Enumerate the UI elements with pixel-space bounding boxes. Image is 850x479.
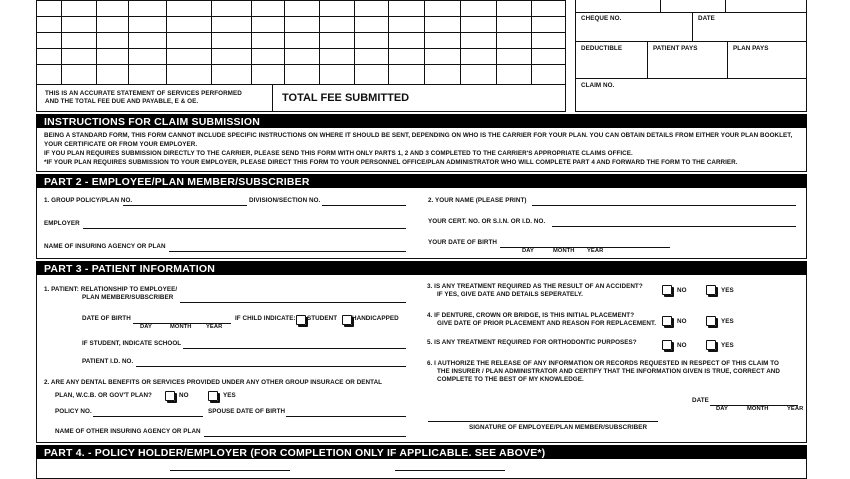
- q5-no-checkbox[interactable]: [662, 339, 673, 350]
- q5-yes-label: YES: [721, 342, 734, 349]
- q2-yes-label: YES: [223, 392, 236, 399]
- dob-day: DAY: [522, 248, 534, 254]
- employer-field[interactable]: [83, 228, 406, 229]
- signature-field[interactable]: [428, 421, 658, 422]
- patient-dob-day: DAY: [140, 324, 152, 330]
- other-agency-label: NAME OF OTHER INSURING AGENCY OR PLAN: [55, 428, 201, 435]
- patient-dob-month: MONTH: [170, 324, 192, 330]
- part3-header: [36, 261, 807, 275]
- instructions-header: [36, 114, 807, 128]
- q3-line-1: 3. IS ANY TREATMENT REQUIRED AS THE RESULT OF AN ACCIDENT?: [427, 283, 643, 290]
- q3-no-checkbox[interactable]: [662, 284, 673, 295]
- student-label: STUDENT: [307, 315, 338, 322]
- if-student-label: IF STUDENT, INDICATE SCHOOL: [82, 340, 182, 347]
- other-agency-field[interactable]: [204, 436, 406, 437]
- signature-label: SIGNATURE OF EMPLOYEE/PLAN MEMBER/SUBSCRIBER: [469, 424, 648, 431]
- q2-no-label: NO: [179, 392, 189, 399]
- q4-yes-checkbox[interactable]: [706, 315, 717, 326]
- insuring-agency-label: NAME OF INSURING AGENCY OR PLAN: [44, 243, 166, 250]
- employer-label: EMPLOYER: [44, 220, 80, 227]
- patient-dob-year: YEAR: [206, 324, 223, 330]
- cheque-date-label: DATE: [698, 15, 715, 22]
- sign-date-day: DAY: [716, 406, 728, 412]
- insuring-agency-field[interactable]: [169, 251, 406, 252]
- dob-month: MONTH: [553, 248, 575, 254]
- q3-yes-label: YES: [721, 287, 734, 294]
- cert-no-field[interactable]: [552, 226, 796, 227]
- student-checkbox[interactable]: [296, 314, 307, 325]
- q3-yes-checkbox[interactable]: [706, 284, 717, 295]
- q2-line-1: 2. ARE ANY DENTAL BENEFITS OR SERVICES PROVIDED UNDER ANY OTHER GROUP INSURACE OR DENTAL: [44, 379, 383, 386]
- cheque-no-label: CHEQUE NO.: [581, 15, 622, 22]
- q2-line-2: PLAN, W.C.B. OR GOV'T PLAN?: [55, 392, 152, 399]
- deductible-label: DEDUCTIBLE: [581, 45, 623, 52]
- part2-title: PART 2 - EMPLOYEE/PLAN MEMBER/SUBSCRIBER: [44, 176, 310, 188]
- q2-no-checkbox[interactable]: [165, 390, 176, 401]
- patient-dob-label: DATE OF BIRTH: [82, 315, 131, 322]
- total-fee-label: TOTAL FEE SUBMITTED: [282, 92, 410, 104]
- instructions-line-2: YOUR CERTIFICATE OR FROM YOUR EMPLOYER.: [44, 141, 198, 148]
- group-policy-label: 1. GROUP POLICY/PLAN NO.: [44, 197, 133, 204]
- spouse-dob-label: SPOUSE DATE OF BIRTH: [208, 408, 286, 415]
- handicapped-label: HANDICAPPED: [352, 315, 399, 322]
- part3-title: PART 3 - PATIENT INFORMATION: [44, 263, 216, 275]
- q2-yes-checkbox[interactable]: [208, 390, 219, 401]
- instructions-line-1: BEING A STANDARD FORM, THIS FORM CANNOT INCLUDE SPECIFIC INSTRUCTIONS ON WHERE IT SHOULD BE SENT, DEPENDING ON WHO IS THE CARRIER FOR YOUR PLAN. YOU CAN OBTAIN DETAILS FROM EITHER YOUR PLAN BOOKLET,: [44, 132, 793, 139]
- spouse-dob-field[interactable]: [286, 416, 406, 417]
- policy-no-label: POLICY NO.: [55, 408, 92, 415]
- plan-pays-label: PLAN PAYS: [733, 45, 769, 52]
- division-field[interactable]: [322, 205, 406, 206]
- q5-yes-checkbox[interactable]: [706, 339, 717, 350]
- statement-line-1: THIS IS AN ACCURATE STATEMENT OF SERVICES PERFORMED: [45, 90, 242, 97]
- instructions-title: INSTRUCTIONS FOR CLAIM SUBMISSION: [44, 116, 261, 128]
- q4-no-checkbox[interactable]: [662, 315, 673, 326]
- part4-box: [36, 459, 807, 479]
- sign-date-label: DATE: [692, 397, 709, 404]
- school-field[interactable]: [183, 348, 406, 349]
- q4-no-label: NO: [677, 318, 687, 325]
- division-label: DIVISION/SECTION NO.: [249, 197, 321, 204]
- dob-label: YOUR DATE OF BIRTH: [428, 239, 497, 246]
- cert-no-label: YOUR CERT. NO. OR S.I.N. OR I.D. NO.: [428, 218, 546, 225]
- relationship-field[interactable]: [180, 302, 406, 303]
- q6-line-1: 6. I AUTHORIZE THE RELEASE OF ANY INFORMATION OR RECORDS REQUESTED IN RESPECT OF THIS CLAIM TO: [427, 360, 779, 367]
- dob-year: YEAR: [587, 248, 604, 254]
- q6-line-2: THE INSURER / PLAN ADMINISTRATOR AND CERTIFY THAT THE INFORMATION GIVEN IS TRUE, CORRECT AND: [437, 368, 780, 375]
- q6-line-3: COMPLETE TO THE BEST OF MY KNOWLEDGE.: [437, 376, 584, 383]
- if-child-label: IF CHILD INDICATE:: [235, 315, 296, 322]
- q5-label: 5. IS ANY TREATMENT REQUIRED FOR ORTHODONTIC PURPOSES?: [427, 339, 637, 346]
- q3-line-2: IF YES, GIVE DATE AND DETAILS SEPERATELY.: [437, 291, 583, 298]
- q4-line-2: GIVE DATE OF PRIOR PLACEMENT AND REASON FOR REPLACEMENT.: [437, 320, 657, 327]
- part2-header: [36, 174, 807, 188]
- part4-header: [36, 445, 807, 459]
- part4-title: PART 4. - POLICY HOLDER/EMPLOYER (FOR COMPLETION ONLY IF APPLICABLE. SEE ABOVE*): [44, 447, 546, 459]
- q5-no-label: NO: [677, 342, 687, 349]
- q4-line-1: 4. IF DENTURE, CROWN OR BRIDGE, IS THIS INITIAL PLACEMENT?: [427, 312, 635, 319]
- claim-no-label: CLAIM NO.: [581, 82, 615, 89]
- sign-date-month: MONTH: [747, 406, 769, 412]
- your-name-label: 2. YOUR NAME (PLEASE PRINT): [428, 197, 527, 204]
- instructions-line-4: *IF YOUR PLAN REQUIRES SUBMISSION TO YOUR EMPLOYER, PLEASE DIRECT THIS FORM TO YOUR PERSONNEL OFFICE/PLAN ADMINISTRATOR WHO WILL COMPLETE PART 4 AND FORWARD THE FORM TO THE CARRIER.: [44, 159, 738, 166]
- q4-yes-label: YES: [721, 318, 734, 325]
- relationship-label-2: PLAN MEMBER/SUBSCRIBER: [82, 294, 174, 301]
- statement-line-2: AND THE TOTAL FEE DUE AND PAYABLE, E & OE.: [45, 98, 199, 105]
- sign-date-year: YEAR: [787, 406, 804, 412]
- relationship-label-1: 1. PATIENT: RELATIONSHIP TO EMPLOYEE/: [44, 286, 178, 293]
- patient-id-field[interactable]: [136, 366, 406, 367]
- q3-no-label: NO: [677, 287, 687, 294]
- instructions-line-3: IF YOU PLAN REQUIRES SUBMISSION DIRECTLY TO THE CARRIER, PLEASE SEND THIS FORM WITH ONLY PARTS 1, 2 AND 3 COMPLETED TO THE CARRIER'S APPROPRIATE CLAIMS OFFICE.: [44, 150, 633, 157]
- your-name-field[interactable]: [532, 205, 796, 206]
- policy-no-field[interactable]: [93, 416, 203, 417]
- service-grid: [36, 0, 566, 84]
- patient-pays-label: PATIENT PAYS: [653, 45, 698, 52]
- group-policy-field[interactable]: [123, 205, 247, 206]
- patient-id-label: PATIENT I.D. NO.: [82, 358, 134, 365]
